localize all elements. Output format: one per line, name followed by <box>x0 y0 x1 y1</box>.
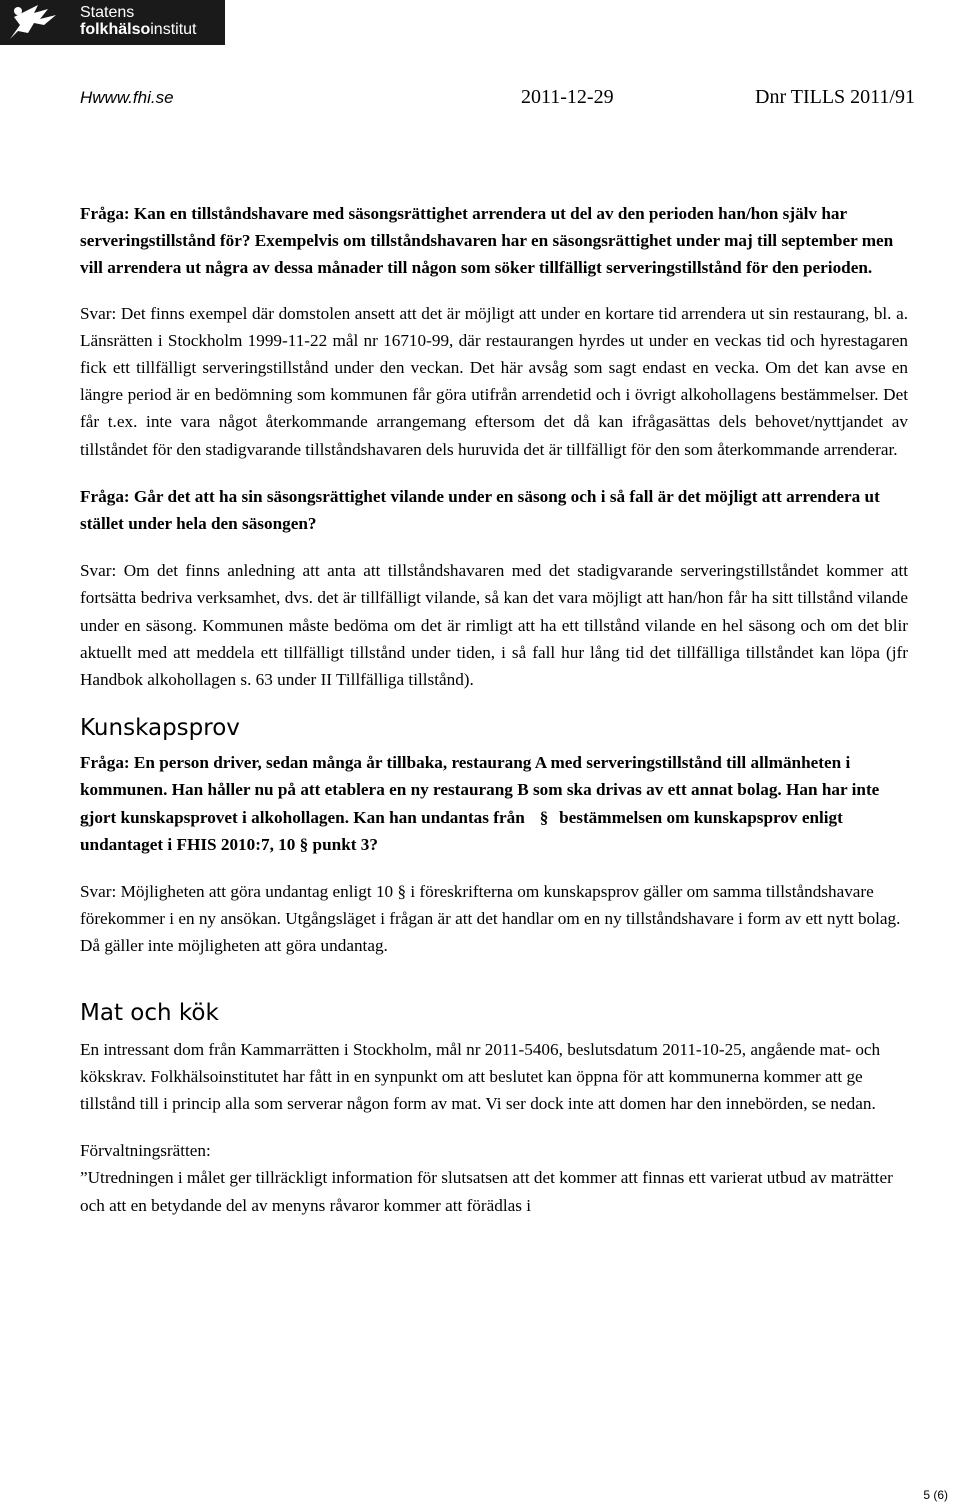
running-figure-icon <box>4 3 74 43</box>
question-1: Fråga: Kan en tillståndshavare med säsongsrättighet arrendera ut del av den perioden han/hon själv har serveringstillstånd för? Exempelvis om tillståndshavaren har en säsongsrättighet under maj till september men vill arrendera ut några av dessa månader till någon som söker tillfälligt serveringstillstånd för den perioden. <box>80 204 894 278</box>
court-quote: ”Utredningen i målet ger tillräckligt information för slutsatsen att det kommer att finnas ett varierat utbud av maträtter och att en betydande del av menyns råvaror kommer att förädlas i <box>80 1168 893 1215</box>
label-forvaltningsratten: Förvaltningsrätten: <box>80 1141 211 1161</box>
question-3-part-c: punkt 3? <box>308 834 378 854</box>
answer-1: Svar: Det finns exempel där domstolen ansett att det är möjligt att under en kortare tid arrendera ut sin restaurang, bl. a. Länsrätten i Stockholm 1999-11-22 mål nr 16710-99, där restaurangen hyrdes ut under en veckas tid och hyrestagaren fick ett tillfälligt serveringstillstånd under den veckan. Det här avsåg som sagt endast en vecka. Om det kan avse en längre period är en bedömning som kommunen får göra utifrån arrendetid och i övrigt alkohollagens bestämmelser. Det får t.ex. inte vara något återkommande arrangemang eftersom det då kan ifrågasättas dels behovet/nyttjandet av tillståndet för den stadigvarande tillståndshavaren dels huruvida det är tillfälligt för den som återkommande arrenderar. <box>80 303 908 459</box>
page-number: 5 (6) <box>923 1488 948 1502</box>
logo-wordmark <box>80 4 196 38</box>
document-header <box>80 86 915 114</box>
fhi-logo <box>0 0 225 45</box>
paragraph-mat-och-kok: En intressant dom från Kammarrätten i Stockholm, mål nr 2011-5406, beslutsdatum 2011-10-25, angående mat- och kökskrav. Folkhälsoinstitutet har fått in en synpunkt om att beslutet kan öppna för att kommunerna kommer att ge tillstånd till i princip alla som serverar någon form av mat. Vi ser dock inte att domen har den innebörden, se nedan. <box>80 1039 881 1114</box>
section-symbol: § <box>299 834 309 854</box>
document-body <box>80 200 908 1219</box>
section-symbol: § <box>539 807 549 827</box>
logo-bold-part: folkhälso <box>80 21 151 38</box>
answer-3-part-a: Svar: Möjligheten att göra undantag enligt 10 <box>80 882 398 902</box>
logo-light-part: institut <box>150 21 197 38</box>
section-symbol: § <box>397 882 407 902</box>
answer-3-part-b: i föreskrifterna om kunskapsprov gäller om samma tillståndshavare förekommer i en ny ansökan. Utgångsläget i frågan är att det handlar om en ny tillståndshavare i form av ett nytt bolag. Då gäller inte möjligheten att göra undantag. <box>80 882 901 956</box>
logo-line-folkhalsoinstitut <box>80 21 196 38</box>
logo-line-statens: Statens <box>80 4 135 21</box>
question-3-part-b: bestämmelsen om kunskapsprov enligt undantaget i FHIS 2010:7, 10 <box>80 807 843 854</box>
answer-3 <box>80 878 908 960</box>
header-date: 2011-12-29 <box>521 86 614 108</box>
question-3 <box>80 749 908 858</box>
heading-kunskapsprov: Kunskapsprov <box>80 715 240 742</box>
question-2: Fråga: Går det att ha sin säsongsrättighet vilande under en säsong och i så fall är det möjligt att arrendera ut stället under hela den säsongen? <box>80 486 880 534</box>
header-website: Hwww.fhi.se <box>80 88 174 107</box>
question-3-part-a: Fråga: En person driver, sedan många år tillbaka, restaurang A med serveringstillstånd till allmänheten i kommunen. Han håller nu på att etablera en ny restaurang B som ska drivas av ett annat bolag. Han har inte gjort kunskapsprovet i alkohollagen. Kan han undantas från <box>80 753 880 827</box>
answer-2: Svar: Om det finns anledning att anta att tillståndshavaren med det stadigvarande serveringstillståndet kommer att fortsätta bedriva verksamhet, dvs. det är tillfälligt vilande, så kan det vara möjligt att han/hon får ha sitt tillstånd vilande under en säsong. Kommunen måste bedöma om det är rimligt att ha ett tillstånd vilande en hel säsong och om det blir aktuellt med att meddela ett tillfälligt tillstånd under tiden, i så fall hur lång tid det tillfälliga tillståndet kan löpa (jfr Handbok alkohollagen s. 63 under II Tillfälliga tillstånd). <box>80 561 908 690</box>
header-dnr: Dnr TILLS 2011/91 <box>755 86 915 108</box>
heading-mat-och-kok: Mat och kök <box>80 999 219 1026</box>
